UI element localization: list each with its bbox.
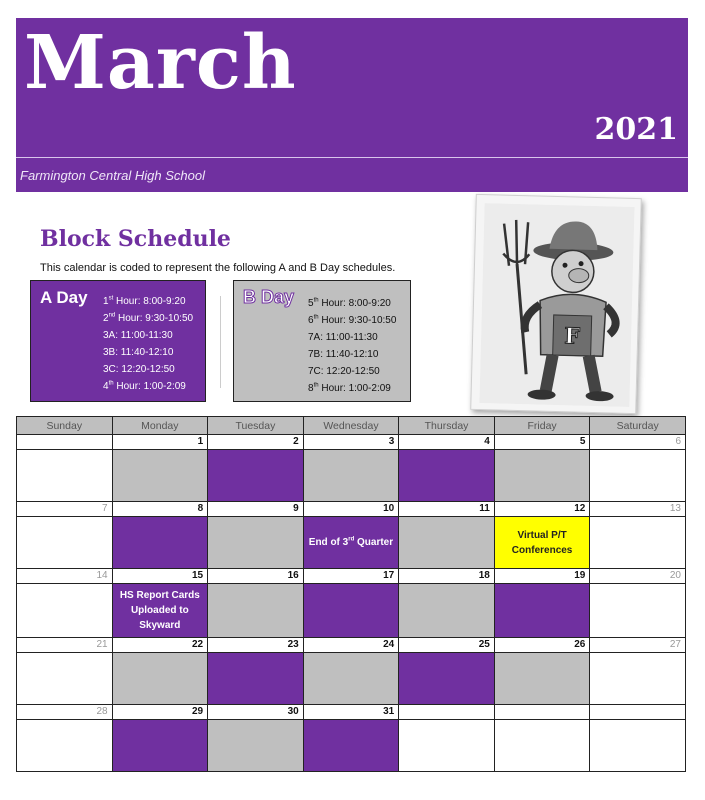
b-day-item	[308, 363, 396, 380]
month-title: March	[24, 20, 297, 106]
weekday-header: Tuesday	[208, 417, 304, 435]
a-day-item	[103, 361, 193, 378]
item-ordinal: th	[108, 380, 114, 387]
day-cell-row	[17, 450, 686, 502]
day-cell	[494, 584, 590, 638]
a-day-item	[103, 327, 193, 344]
date-number: 28	[17, 705, 113, 720]
day-cell	[112, 517, 208, 569]
date-number: 10	[303, 502, 399, 517]
b-day-item	[308, 295, 396, 312]
weekday-header: Saturday	[590, 417, 686, 435]
date-number: 31	[303, 705, 399, 720]
day-cell	[590, 517, 686, 569]
day-cell	[399, 720, 495, 772]
date-number-row	[17, 502, 686, 517]
calendar-grid	[16, 416, 686, 772]
item-time: Hour: 1:00-2:09	[113, 381, 186, 392]
date-number: 6	[590, 435, 686, 450]
a-day-title: A Day	[40, 288, 88, 307]
date-number: 4	[399, 435, 495, 450]
a-day-item	[103, 293, 193, 310]
b-day-item	[308, 380, 396, 397]
mascot-letter: F	[564, 323, 581, 350]
date-number	[399, 705, 495, 720]
day-cell	[399, 517, 495, 569]
date-number: 20	[590, 569, 686, 584]
date-number: 9	[208, 502, 304, 517]
header-banner	[16, 18, 688, 192]
day-cell	[590, 653, 686, 705]
item-time: 3A: 11:00-11:30	[103, 330, 173, 341]
date-number-row	[17, 638, 686, 653]
date-number: 29	[112, 705, 208, 720]
farmer-mascot-icon	[479, 203, 634, 407]
item-ordinal: st	[108, 295, 114, 302]
date-number: 25	[399, 638, 495, 653]
date-number: 27	[590, 638, 686, 653]
block-schedule-description: This calendar is coded to represent the following A and B Day schedules.	[40, 262, 396, 274]
weekday-header: Wednesday	[303, 417, 399, 435]
a-day-item	[103, 310, 193, 327]
item-time: 3B: 11:40-12:10	[103, 347, 174, 358]
b-day-item	[308, 346, 396, 363]
day-cell	[208, 450, 304, 502]
day-cell	[208, 653, 304, 705]
a-day-item	[103, 344, 193, 361]
day-cell	[590, 584, 686, 638]
date-number: 18	[399, 569, 495, 584]
b-day-schedule	[233, 280, 411, 402]
date-number: 15	[112, 569, 208, 584]
date-number-row	[17, 435, 686, 450]
schedule-divider	[220, 296, 221, 388]
weekday-header: Thursday	[399, 417, 495, 435]
date-number: 3	[303, 435, 399, 450]
date-number: 7	[17, 502, 113, 517]
date-number: 13	[590, 502, 686, 517]
a-day-schedule	[30, 280, 206, 402]
date-number: 19	[494, 569, 590, 584]
school-name: Farmington Central High School	[20, 168, 205, 183]
day-cell	[112, 653, 208, 705]
item-number: 6	[308, 315, 314, 326]
day-cell	[399, 653, 495, 705]
date-number: 21	[17, 638, 113, 653]
day-cell	[494, 517, 590, 569]
b-day-item	[308, 312, 396, 329]
day-cell-row	[17, 720, 686, 772]
mascot-photo	[470, 194, 642, 414]
day-cell	[303, 720, 399, 772]
item-time: 7A: 11:00-11:30	[308, 332, 378, 343]
event-note-part: End of 3	[308, 537, 349, 548]
item-ordinal: th	[313, 314, 319, 321]
day-cell-row	[17, 653, 686, 705]
date-number: 11	[399, 502, 495, 517]
a-day-list	[103, 293, 193, 395]
item-time: Hour: 8:00-9:20	[318, 298, 391, 309]
day-cell	[399, 450, 495, 502]
date-number-row	[17, 569, 686, 584]
day-cell	[399, 584, 495, 638]
item-number: 5	[308, 298, 314, 309]
b-day-title: B Day	[243, 287, 295, 307]
item-ordinal: th	[313, 382, 319, 389]
day-cell	[17, 450, 113, 502]
day-cell	[303, 450, 399, 502]
day-cell-row	[17, 517, 686, 569]
date-number: 24	[303, 638, 399, 653]
event-note: Skyward	[139, 620, 181, 631]
weekday-header: Friday	[494, 417, 590, 435]
item-time: 3C: 12:20-12:50	[103, 364, 175, 375]
item-number: 2	[103, 313, 109, 324]
weekday-header: Monday	[112, 417, 208, 435]
day-cell	[590, 720, 686, 772]
date-number-row	[17, 705, 686, 720]
date-number: 17	[303, 569, 399, 584]
day-cell	[590, 450, 686, 502]
date-number: 16	[208, 569, 304, 584]
item-number: 4	[103, 381, 109, 392]
date-number: 22	[112, 638, 208, 653]
banner-divider	[16, 157, 688, 158]
year-label: 2021	[594, 112, 678, 147]
item-ordinal: nd	[108, 312, 116, 319]
day-cell	[17, 517, 113, 569]
event-note-part: rd	[348, 536, 355, 543]
date-number: 12	[494, 502, 590, 517]
item-time: Hour: 8:00-9:20	[113, 296, 186, 307]
day-cell	[303, 653, 399, 705]
day-cell	[17, 653, 113, 705]
item-time: 7B: 11:40-12:10	[308, 349, 379, 360]
item-number: 8	[308, 383, 314, 394]
item-time: 7C: 12:20-12:50	[308, 366, 380, 377]
date-number: 1	[112, 435, 208, 450]
weekday-header: Sunday	[17, 417, 113, 435]
date-number: 8	[112, 502, 208, 517]
item-number: 1	[103, 296, 109, 307]
item-ordinal: th	[313, 297, 319, 304]
date-number	[494, 705, 590, 720]
event-note-part: Quarter	[354, 537, 394, 548]
date-number	[590, 705, 686, 720]
item-time: Hour: 9:30-10:50	[115, 313, 194, 324]
calendar-header-row	[17, 417, 686, 435]
event-note: Conferences	[511, 544, 573, 556]
date-number: 5	[494, 435, 590, 450]
event-note: Uploaded to	[130, 605, 189, 616]
day-cell	[208, 584, 304, 638]
day-cell	[112, 450, 208, 502]
block-schedule-title: Block Schedule	[40, 226, 231, 252]
day-cell	[494, 653, 590, 705]
day-cell	[303, 517, 399, 569]
day-cell	[494, 450, 590, 502]
event-note	[304, 535, 399, 550]
b-day-list	[308, 295, 396, 397]
b-day-item	[308, 329, 396, 346]
day-cell	[112, 584, 208, 638]
date-number	[17, 435, 113, 450]
event-note: Virtual P/T	[517, 529, 567, 541]
date-number: 2	[208, 435, 304, 450]
day-cell-row	[17, 584, 686, 638]
date-number: 14	[17, 569, 113, 584]
date-number: 30	[208, 705, 304, 720]
date-number: 26	[494, 638, 590, 653]
item-time: Hour: 9:30-10:50	[318, 315, 397, 326]
day-cell	[17, 584, 113, 638]
a-day-item	[103, 378, 193, 395]
day-cell	[303, 584, 399, 638]
day-cell	[17, 720, 113, 772]
day-cell	[112, 720, 208, 772]
day-cell	[494, 720, 590, 772]
event-note: HS Report Cards	[119, 590, 200, 601]
day-cell	[208, 720, 304, 772]
item-time: Hour: 1:00-2:09	[318, 383, 391, 394]
date-number: 23	[208, 638, 304, 653]
day-cell	[208, 517, 304, 569]
